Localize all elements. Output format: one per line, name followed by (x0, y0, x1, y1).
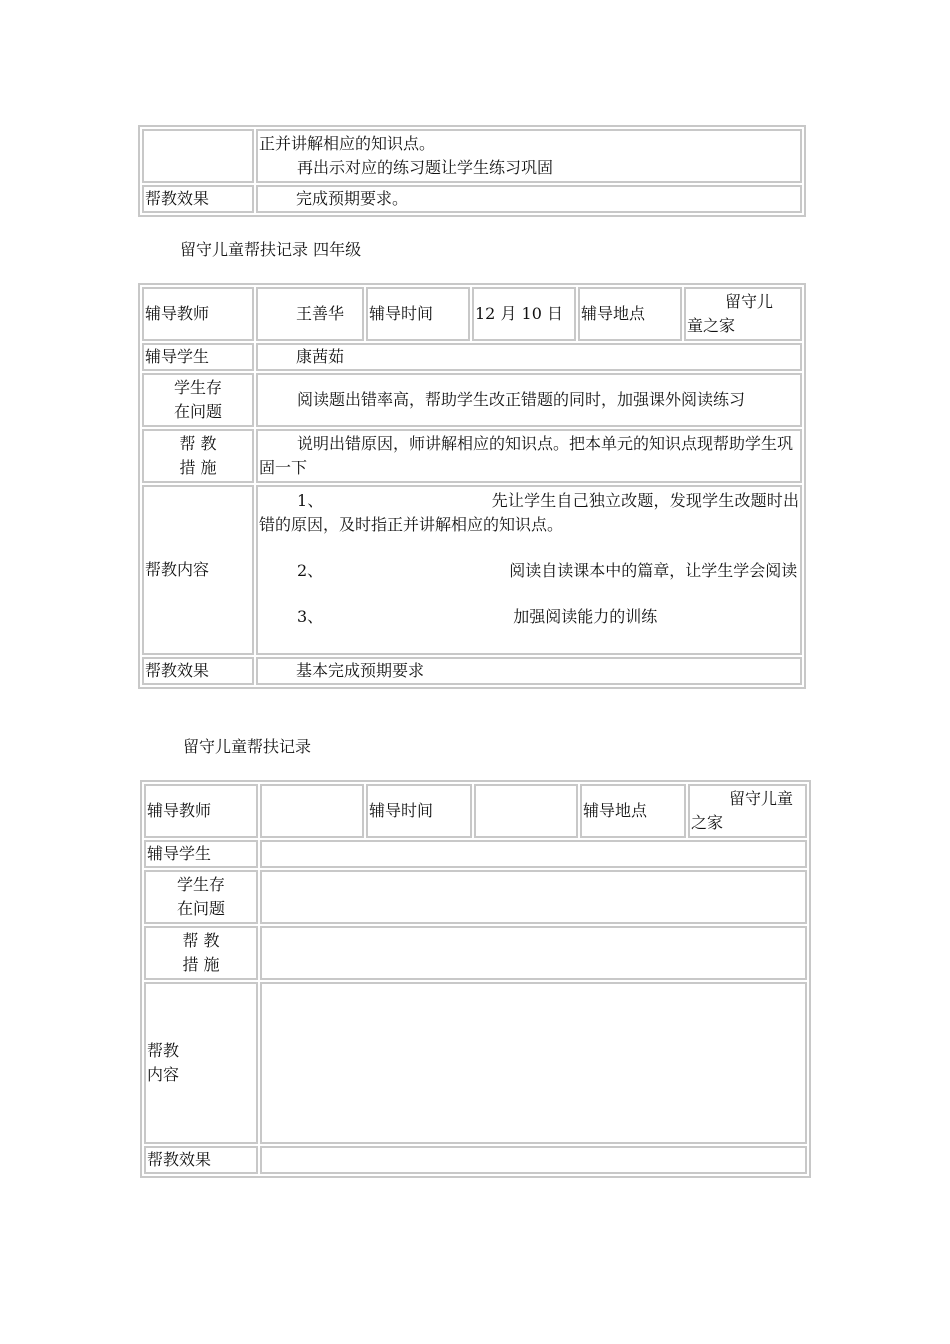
measure-label-cell (144, 926, 258, 980)
effect-value: 基本完成预期要求 (256, 657, 802, 685)
effect-value-empty (260, 1146, 807, 1174)
teacher-label: 辅导教师 (144, 784, 258, 838)
student-value-empty (260, 840, 807, 868)
content-item-1-text: 先让学生自己独立改题，发现学生改题时出错的原因，及时指正并讲解相应的知识点。 (259, 491, 799, 534)
content-item-1-num: 1、 (297, 491, 324, 510)
student-label: 辅导学生 (144, 840, 258, 868)
content-label-line-2: 内容 (147, 1065, 180, 1084)
effect-label: 帮教效果 (144, 1146, 258, 1174)
effect-label: 帮教效果 (142, 657, 254, 685)
problem-value-cell (256, 373, 802, 427)
content-item-3 (259, 605, 799, 629)
section-heading-blank: 留守儿童帮扶记录 (183, 737, 312, 756)
measure-value-cell (256, 429, 802, 483)
content-label-cell (144, 982, 258, 1144)
student-label: 辅导学生 (142, 343, 254, 371)
effect-value: 完成预期要求。 (256, 185, 802, 213)
teacher-label: 辅导教师 (142, 287, 254, 341)
section-heading-grade4: 留守儿童帮扶记录 四年级 (180, 240, 362, 259)
time-value: 12 月 10 日 (472, 287, 576, 341)
teacher-value-empty (260, 784, 364, 838)
empty-label-cell (142, 129, 254, 183)
measure-value-empty (260, 926, 807, 980)
place-value-cell (684, 287, 802, 341)
measure-label-line-1: 帮 教 (179, 434, 217, 453)
measure-label-line-2: 措 施 (179, 458, 217, 477)
place-value-line-2: 童之家 (687, 316, 736, 335)
problem-label-line-2: 在问题 (173, 402, 222, 421)
content-item-2-num: 2、 (297, 561, 324, 580)
place-value-cell (688, 784, 807, 838)
content-item-2 (259, 559, 799, 583)
content-item-3-num: 3、 (297, 607, 324, 626)
measure-label-line-2: 措 施 (182, 955, 220, 974)
content-item-3-text: 加强阅读能力的训练 (513, 607, 658, 626)
place-label: 辅导地点 (580, 784, 686, 838)
place-value-line-2: 之家 (691, 813, 724, 832)
content-item-2-text: 阅读自读课本中的篇章，让学生学会阅读 (509, 561, 798, 580)
measure-label-line-1: 帮 教 (182, 931, 220, 950)
problem-value-empty (260, 870, 807, 924)
time-label: 辅导时间 (366, 287, 470, 341)
content-item-1 (259, 489, 799, 537)
record-table-grade4 (138, 283, 806, 689)
content-value-empty (260, 982, 807, 1144)
problem-label-line-2: 在问题 (176, 899, 225, 918)
measure-continued-line-1: 正并讲解相应的知识点。 (259, 134, 436, 153)
problem-label-cell (144, 870, 258, 924)
content-label: 帮教内容 (142, 485, 254, 655)
measure-continued-cell (256, 129, 802, 183)
problem-label-line-1: 学生存 (173, 378, 222, 397)
problem-label-line-1: 学生存 (176, 875, 225, 894)
student-value: 康茜茹 (256, 343, 802, 371)
place-value-line-1: 留守儿童 (729, 789, 794, 808)
place-label: 辅导地点 (578, 287, 682, 341)
effect-label: 帮教效果 (142, 185, 254, 213)
content-label-line-1: 帮教 (147, 1041, 180, 1060)
time-label: 辅导时间 (366, 784, 472, 838)
content-value-cell (256, 485, 802, 655)
time-value-empty (474, 784, 578, 838)
place-value-line-1: 留守儿 (725, 292, 774, 311)
teacher-value: 王善华 (256, 287, 364, 341)
problem-value: 阅读题出错率高，帮助学生改正错题的同时，加强课外阅读练习 (297, 390, 746, 409)
record-table-continued (138, 125, 806, 217)
measure-value: 说明出错原因，师讲解相应的知识点。把本单元的知识点现帮助学生巩固一下 (259, 434, 794, 477)
record-table-blank (140, 780, 811, 1178)
measure-continued-line-2: 再出示对应的练习题让学生练习巩固 (297, 158, 554, 177)
measure-label-cell (142, 429, 254, 483)
problem-label-cell (142, 373, 254, 427)
